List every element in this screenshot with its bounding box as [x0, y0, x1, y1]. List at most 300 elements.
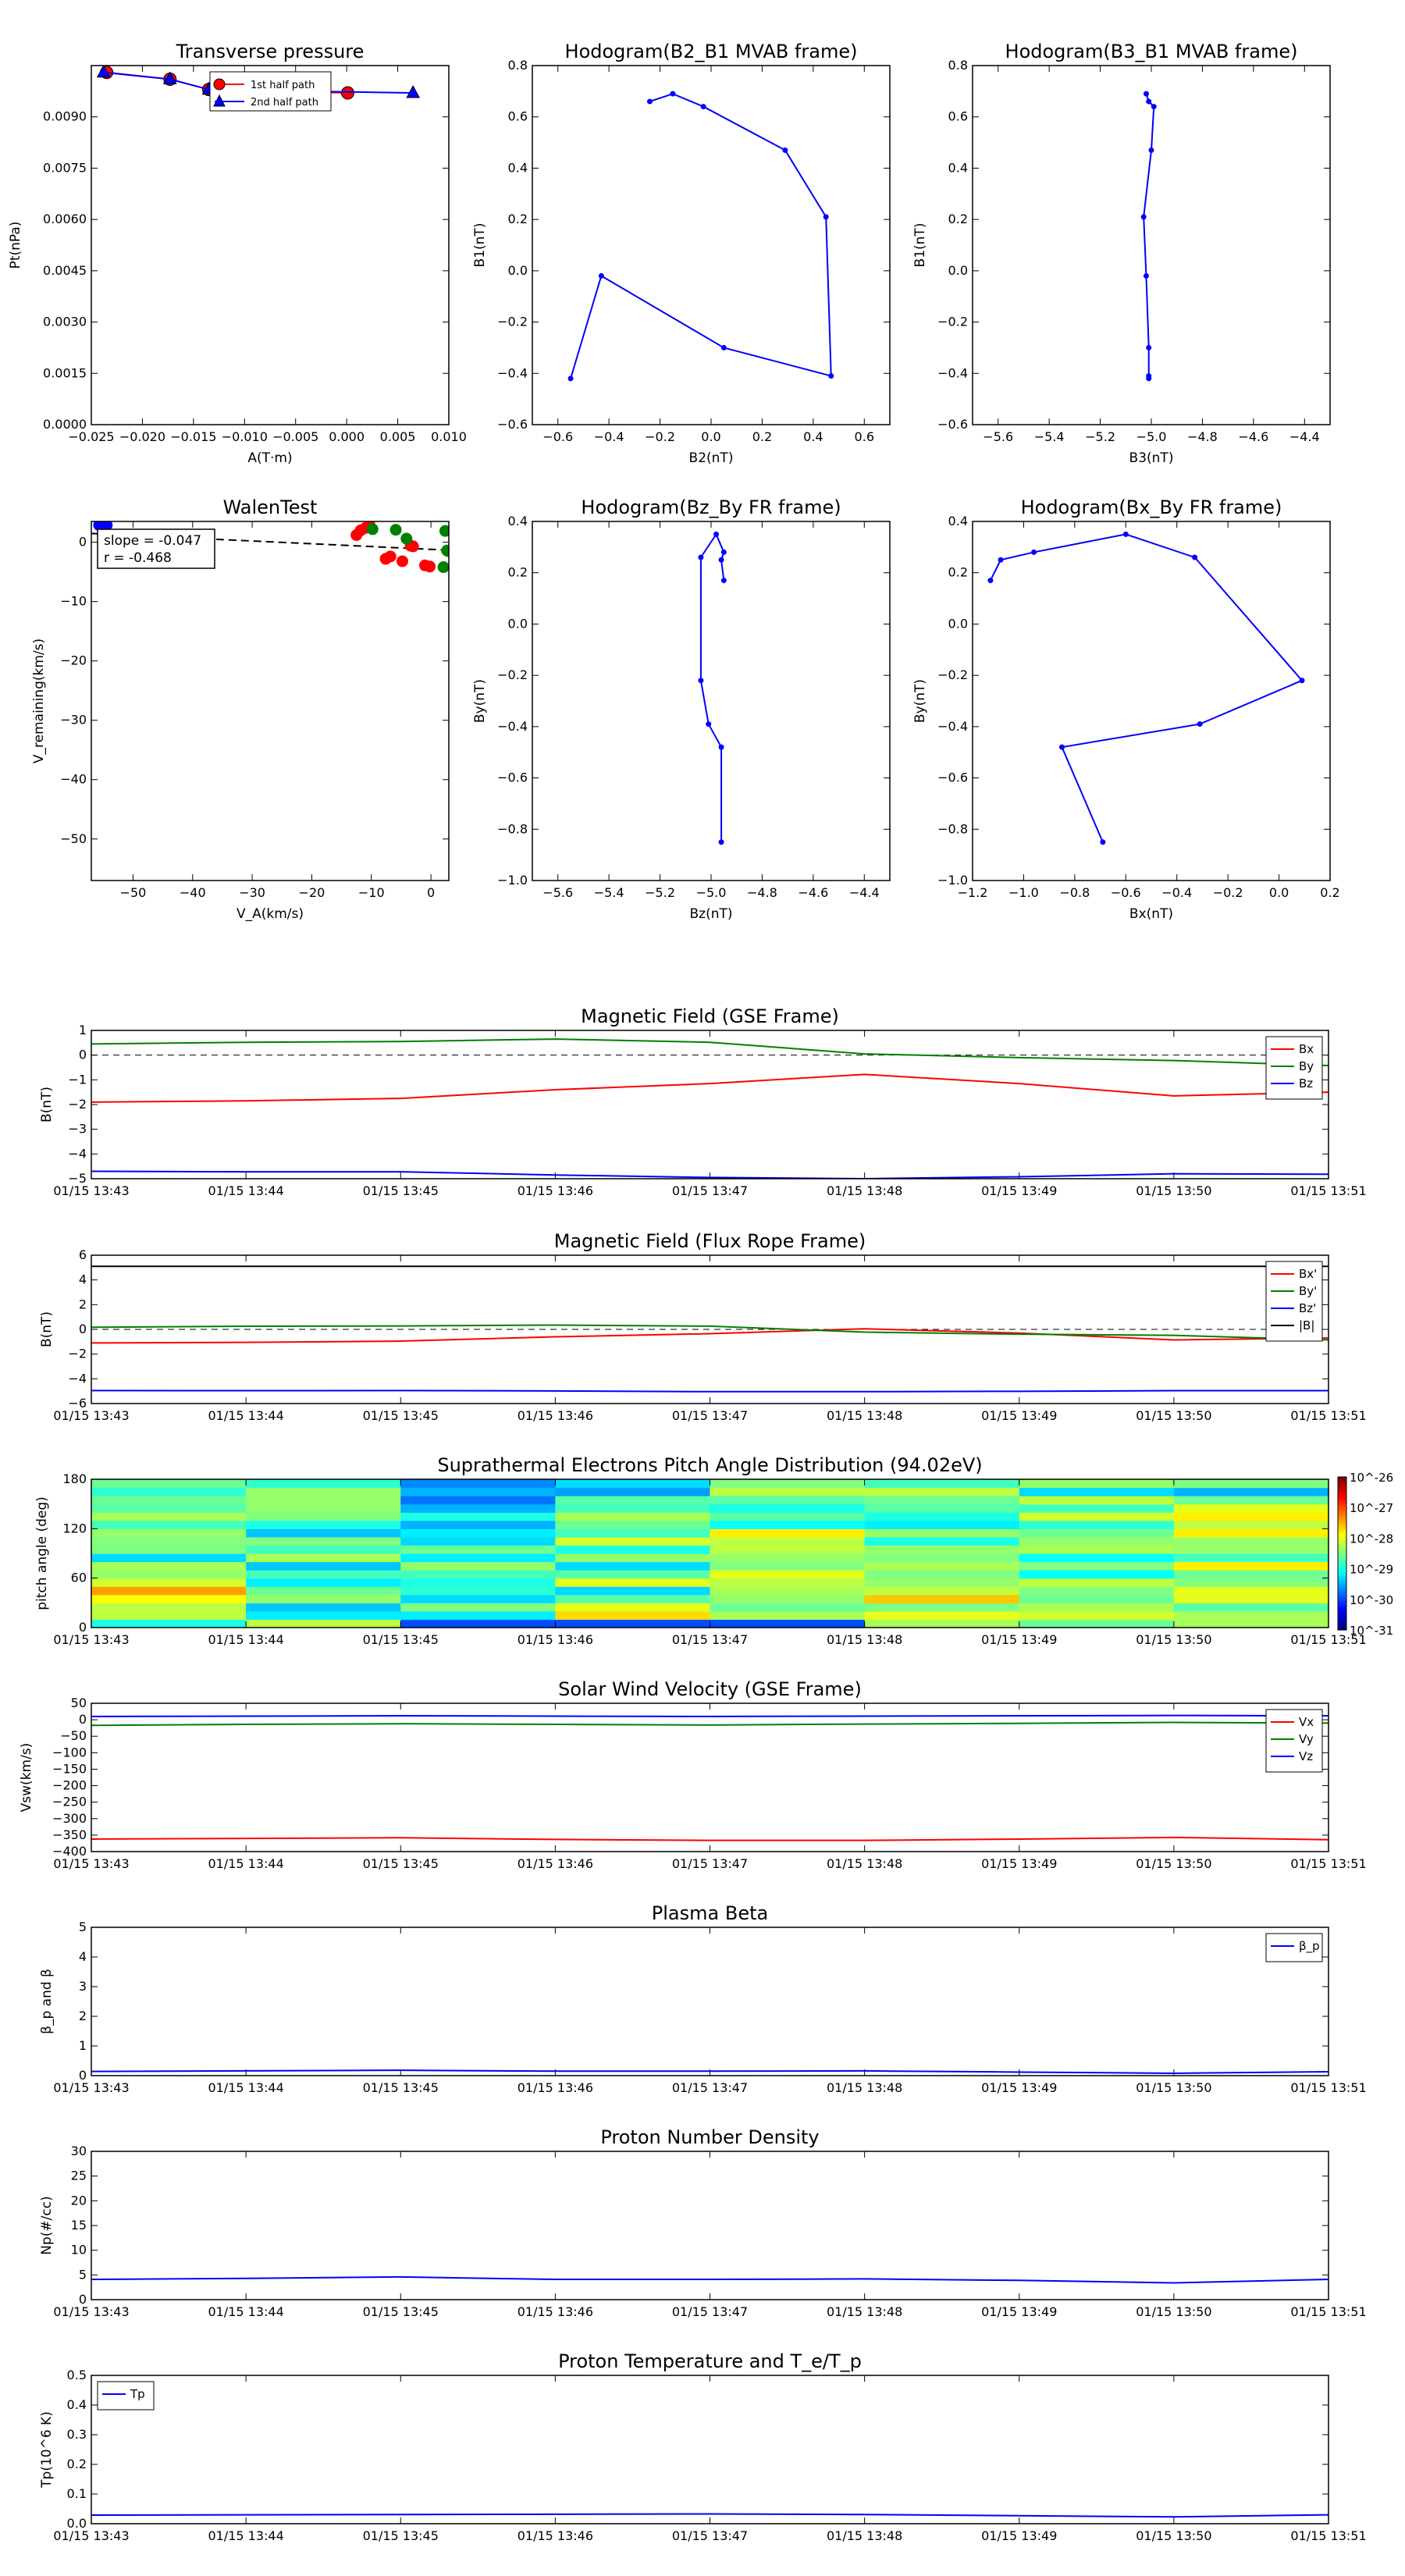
- mag_fr-ytick-label: −4: [68, 1371, 87, 1386]
- pad-cell: [1019, 1611, 1175, 1620]
- mag_gse-ytick-label: 0: [78, 1047, 87, 1062]
- walen-ytick-label: −20: [60, 653, 87, 668]
- mag_fr-xtick-label: 01/15 13:47: [671, 1408, 749, 1423]
- pad-cell: [400, 1553, 556, 1562]
- tp-plot-frame: [91, 66, 449, 425]
- pad-cell: [1174, 1586, 1329, 1595]
- hbxby-plot-frame: [973, 521, 1330, 881]
- tp-xtick-label: 0.005: [379, 429, 416, 444]
- h31-ytick-label: 0.8: [948, 58, 968, 73]
- pad-cell: [91, 1537, 247, 1546]
- pad-xtick-label: 01/15 13:47: [671, 1632, 749, 1647]
- beta-ytick-label: 1: [78, 2038, 87, 2053]
- hbxby-xtick-label: −0.8: [1059, 885, 1090, 900]
- tpr-plot-frame: [91, 2375, 1329, 2524]
- beta-xtick-label: 01/15 13:50: [1136, 2080, 1212, 2095]
- mag_fr-title: Magnetic Field (Flux Rope Frame): [553, 1230, 866, 1252]
- mag_fr-ytick-label: 2: [78, 1297, 87, 1312]
- pad-cell: [710, 1537, 866, 1546]
- vsw-xtick-label: 01/15 13:44: [208, 1856, 284, 1871]
- walen-title: WalenTest: [222, 496, 318, 518]
- walen-ytick-label: −30: [60, 712, 87, 728]
- vsw-xtick-label: 01/15 13:46: [517, 1856, 594, 1871]
- mag_fr-ytick-label: 4: [78, 1272, 87, 1287]
- walen-ytick-label: −50: [60, 831, 87, 846]
- walen-xtick-label: −50: [119, 885, 147, 900]
- hbxby-ytick-label: 0.2: [948, 564, 968, 580]
- vsw-ytick-label: −200: [52, 1777, 87, 1793]
- vsw-chart: [19, 1678, 1367, 1871]
- mag_gse-xtick-label: 01/15 13:44: [208, 1183, 284, 1198]
- hbzby-xlabel: Bz(nT): [689, 906, 733, 922]
- pad-cell: [1174, 1545, 1329, 1553]
- pad-xtick-label: 01/15 13:49: [981, 1632, 1058, 1647]
- pad-cell: [400, 1479, 556, 1488]
- walen-point: [425, 561, 436, 572]
- pad-cell: [555, 1611, 710, 1620]
- mag_gse-xtick-label: 01/15 13:45: [362, 1183, 439, 1198]
- vsw-ytick-label: 50: [70, 1695, 87, 1710]
- pad-cell: [1174, 1528, 1329, 1537]
- vsw-ytick-label: −300: [52, 1810, 87, 1826]
- pad-cell: [710, 1570, 866, 1578]
- h21-point: [647, 99, 653, 105]
- pad-cell: [400, 1578, 556, 1587]
- h31-ytick-label: 0.6: [948, 109, 968, 124]
- walen-xtick-label: −30: [239, 885, 265, 900]
- mag_gse-ytick-label: −3: [68, 1121, 87, 1137]
- pad-cell: [1019, 1528, 1175, 1537]
- h21-ytick-label: 0.6: [507, 109, 528, 124]
- hbxby-chart: [912, 496, 1340, 922]
- mag_fr-xtick-label: 01/15 13:43: [53, 1408, 130, 1423]
- tpr-legend-label: Tp: [130, 2387, 145, 2401]
- hbxby-data: [987, 532, 1304, 845]
- hbzby-chart: [472, 496, 890, 922]
- tpr-ytick-label: 0.0: [66, 2516, 87, 2531]
- pad-cell: [1019, 1595, 1175, 1603]
- beta-ytick-label: 0: [78, 2068, 87, 2083]
- pad-cell: [1174, 1521, 1329, 1529]
- pad-cell: [91, 1521, 247, 1529]
- pad-cell: [246, 1586, 401, 1595]
- pad-cell: [1174, 1603, 1329, 1611]
- pad-cell: [1174, 1553, 1329, 1562]
- tp-xtick-label: 0.000: [329, 429, 365, 444]
- pad-cell: [1019, 1578, 1175, 1587]
- tp-legend-marker: [214, 79, 225, 90]
- tp-xtick-label: −0.010: [221, 429, 268, 444]
- pad-cell: [91, 1512, 247, 1521]
- walen-point: [443, 546, 454, 557]
- hbzby-ytick-label: −0.6: [497, 770, 528, 785]
- tp-ytick-label: 0.0090: [43, 109, 87, 124]
- np-ytick-label: 5: [78, 2267, 87, 2282]
- hbxby-ytick-label: −0.4: [937, 718, 968, 734]
- pad-cell: [865, 1586, 1020, 1595]
- pad-cell: [1019, 1562, 1175, 1571]
- h31-series-line-0: [1144, 94, 1154, 379]
- tpr-ytick-label: 0.2: [66, 2457, 87, 2471]
- h21-series-line-0: [571, 94, 831, 379]
- walen-point: [397, 556, 407, 567]
- tp-ytick-label: 0.0060: [43, 212, 87, 227]
- pad-xtick-label: 01/15 13:51: [1290, 1632, 1367, 1647]
- walen-ylabel: V_remaining(km/s): [31, 638, 47, 764]
- pad-ytick-label: 0: [78, 1620, 87, 1635]
- pad-cell: [1174, 1479, 1329, 1488]
- hbzby-ytick-label: −1.0: [497, 873, 528, 888]
- vsw-xtick-label: 01/15 13:49: [981, 1856, 1058, 1871]
- mag_gse-legend-box: [1266, 1037, 1322, 1099]
- mag_fr-series-line-2: [91, 1390, 1329, 1391]
- pad-cell: [555, 1545, 710, 1553]
- beta-ytick-label: 5: [78, 1920, 87, 1934]
- np-chart: [39, 2126, 1367, 2319]
- pad-cells: [91, 1479, 1329, 1628]
- h31-ytick-label: 0.2: [948, 212, 968, 227]
- vsw-ytick-label: −350: [52, 1827, 87, 1842]
- h21-ytick-label: 0.8: [507, 58, 528, 73]
- tpr-xtick-label: 01/15 13:45: [362, 2528, 439, 2543]
- np-xtick-label: 01/15 13:46: [517, 2304, 594, 2319]
- h21-xtick-label: 0.4: [803, 429, 823, 444]
- pad-cell: [865, 1578, 1020, 1587]
- h31-ytick-label: −0.2: [937, 314, 968, 329]
- np-ytick-label: 0: [78, 2292, 87, 2307]
- pad-cell: [865, 1537, 1020, 1546]
- pad-cell: [710, 1586, 866, 1595]
- pad-cell: [91, 1553, 247, 1562]
- tp-ytick-label: 0.0030: [43, 314, 87, 329]
- pad-cell: [555, 1562, 710, 1571]
- np-ytick-label: 15: [70, 2218, 87, 2233]
- h21-point: [599, 273, 604, 279]
- hbxby-point: [1192, 555, 1197, 560]
- pad-cell: [1019, 1553, 1175, 1562]
- pad-cell: [1174, 1611, 1329, 1620]
- h21-point: [568, 375, 574, 381]
- pad-cell: [865, 1488, 1020, 1496]
- colorbar-label: 10^-26: [1350, 1471, 1394, 1485]
- vsw-legend-label: Vx: [1299, 1715, 1314, 1729]
- pad-cell: [865, 1521, 1020, 1529]
- beta-legend-label: β_p: [1299, 1939, 1320, 1953]
- pad-cell: [400, 1570, 556, 1578]
- vsw-xtick-label: 01/15 13:47: [671, 1856, 749, 1871]
- pad-cell: [1174, 1512, 1329, 1521]
- hbxby-ytick-label: 0.4: [948, 514, 968, 528]
- pad-cell: [91, 1545, 247, 1553]
- hbxby-point: [1123, 532, 1129, 537]
- h31-point: [1149, 148, 1154, 153]
- tpr-xtick-label: 01/15 13:51: [1290, 2528, 1367, 2543]
- pad-cell: [91, 1496, 247, 1504]
- pad-cell: [91, 1528, 247, 1537]
- mag_gse-series-line-0: [91, 1074, 1329, 1101]
- pad-cell: [555, 1586, 710, 1595]
- pad-cell: [91, 1619, 247, 1628]
- hbzby-point: [721, 550, 727, 555]
- hbzby-ytick-label: −0.2: [497, 667, 528, 683]
- beta-xtick-label: 01/15 13:49: [981, 2080, 1058, 2095]
- tpr-title: Proton Temperature and T_e/T_p: [558, 2350, 862, 2372]
- pad-ylabel: pitch angle (deg): [34, 1496, 50, 1610]
- walen-point: [438, 562, 449, 573]
- h31-point: [1146, 99, 1151, 105]
- tp-chart: [8, 41, 467, 466]
- pad-cell: [710, 1595, 866, 1603]
- mag_gse-xtick-label: 01/15 13:48: [826, 1183, 903, 1198]
- pad-cell: [710, 1578, 866, 1587]
- tp-ytick-label: 0.0000: [43, 417, 87, 432]
- hbzby-point: [719, 839, 724, 845]
- pad-cell: [246, 1562, 401, 1571]
- pad-cell: [865, 1504, 1020, 1513]
- h21-plot-frame: [532, 66, 890, 425]
- pad-cell: [555, 1479, 710, 1488]
- tpr-ylabel: Tp(10^6 K): [39, 2411, 55, 2488]
- mag_fr-xtick-label: 01/15 13:48: [826, 1408, 903, 1423]
- tpr-data: [91, 2514, 1329, 2517]
- pad-cell: [400, 1512, 556, 1521]
- hbzby-point: [706, 721, 711, 727]
- mag_fr-xtick-label: 01/15 13:44: [208, 1408, 284, 1423]
- pad-cell: [400, 1562, 556, 1571]
- pad-xtick-label: 01/15 13:43: [53, 1632, 130, 1647]
- mag_gse-xtick-label: 01/15 13:47: [671, 1183, 749, 1198]
- pad-cell: [1019, 1504, 1175, 1513]
- mag_gse-chart: [39, 1005, 1367, 1198]
- h31-point: [1144, 91, 1149, 97]
- hbxby-point: [1059, 745, 1065, 750]
- mag_fr-ytick-label: 0: [78, 1322, 87, 1336]
- walen-xtick-label: −20: [298, 885, 325, 900]
- np-xtick-label: 01/15 13:50: [1136, 2304, 1212, 2319]
- pad-cell: [1174, 1488, 1329, 1496]
- beta-xtick-label: 01/15 13:47: [671, 2080, 749, 2095]
- h21-point: [670, 91, 675, 97]
- pad-cell: [246, 1570, 401, 1578]
- mag_gse-xtick-label: 01/15 13:49: [981, 1183, 1058, 1198]
- vsw-legend-box: [1266, 1710, 1322, 1772]
- pad-cell: [865, 1611, 1020, 1620]
- pad-cell: [710, 1553, 866, 1562]
- mag_fr-ytick-label: 6: [78, 1247, 87, 1262]
- h21-data: [568, 91, 834, 382]
- h31-xtick-label: −4.4: [1289, 429, 1320, 444]
- vsw-ytick-label: −50: [60, 1728, 87, 1744]
- pad-cell: [1019, 1619, 1175, 1628]
- h31-point: [1151, 104, 1157, 109]
- pad-cell: [246, 1619, 401, 1628]
- pad-cell: [865, 1603, 1020, 1611]
- pad-cell: [246, 1528, 401, 1537]
- colorbar-label: 10^-27: [1350, 1501, 1394, 1516]
- vsw-title: Solar Wind Velocity (GSE Frame): [558, 1678, 862, 1700]
- mag_gse-legend-label: Bz: [1299, 1076, 1314, 1091]
- tpr-xtick-label: 01/15 13:46: [517, 2528, 594, 2543]
- pad-cell: [246, 1578, 401, 1587]
- h21-point: [828, 373, 834, 379]
- pad-cell: [865, 1479, 1020, 1488]
- pad-cell: [246, 1603, 401, 1611]
- h31-xlabel: B3(nT): [1129, 450, 1174, 466]
- pad-cell: [555, 1578, 710, 1587]
- h21-xtick-label: 0.2: [752, 429, 773, 444]
- tpr-xtick-label: 01/15 13:49: [981, 2528, 1058, 2543]
- hbzby-ytick-label: −0.8: [497, 821, 528, 837]
- mag_fr-legend-label: Bz': [1299, 1301, 1317, 1315]
- hbxby-title: Hodogram(Bx_By FR frame): [1020, 496, 1282, 518]
- h31-plot-frame: [973, 66, 1330, 425]
- vsw-ylabel: Vsw(km/s): [19, 1742, 34, 1813]
- pad-cell: [555, 1504, 710, 1513]
- hbxby-point: [998, 557, 1003, 563]
- pad-cell: [400, 1504, 556, 1513]
- np-ylabel: Np(#/cc): [39, 2196, 55, 2255]
- pad-cell: [1019, 1512, 1175, 1521]
- vsw-xtick-label: 01/15 13:50: [1136, 1856, 1212, 1871]
- pad-cell: [246, 1479, 401, 1488]
- np-xtick-label: 01/15 13:43: [53, 2304, 130, 2319]
- mag_fr-legend-label: Bx': [1299, 1267, 1318, 1281]
- pad-cell: [1174, 1496, 1329, 1504]
- pad-cell: [91, 1504, 247, 1513]
- tp-point: [341, 87, 354, 99]
- mag_gse-title: Magnetic Field (GSE Frame): [581, 1005, 839, 1027]
- mag_fr-ylabel: B(nT): [39, 1311, 55, 1348]
- pad-cell: [555, 1619, 710, 1628]
- pad-cell: [246, 1496, 401, 1504]
- tp-ytick-label: 0.0015: [43, 365, 87, 381]
- tp-legend-label: 2nd half path: [251, 97, 318, 109]
- hbxby-point: [1197, 721, 1203, 727]
- hbxby-point: [1031, 550, 1037, 555]
- beta-chart: [39, 1902, 1367, 2095]
- mag_gse-series-line-1: [91, 1039, 1329, 1066]
- vsw-series-line-1: [91, 1722, 1329, 1725]
- h31-ylabel: B1(nT): [912, 222, 928, 268]
- walen-ytick-label: −40: [60, 771, 87, 787]
- pad-cell: [710, 1479, 866, 1488]
- hbzby-xtick-label: −4.6: [798, 885, 829, 900]
- pad-cell: [1019, 1496, 1175, 1504]
- hbzby-point: [719, 557, 724, 563]
- vsw-series-line-0: [91, 1838, 1329, 1841]
- vsw-ytick-label: −250: [52, 1794, 87, 1809]
- walen-annotation-text: r = -0.468: [104, 550, 172, 566]
- pad-cell: [865, 1496, 1020, 1504]
- pad-cell: [246, 1504, 401, 1513]
- pad-cell: [1019, 1479, 1175, 1488]
- vsw-xtick-label: 01/15 13:43: [53, 1856, 130, 1871]
- h31-xtick-label: −5.0: [1136, 429, 1167, 444]
- vsw-ytick-label: 0: [78, 1712, 87, 1727]
- h31-xtick-label: −5.6: [983, 429, 1014, 444]
- beta-plot-frame: [91, 1927, 1329, 2076]
- pad-cell: [555, 1521, 710, 1529]
- mag_fr-data: [91, 1266, 1329, 1392]
- pad-cell: [865, 1570, 1020, 1578]
- pad-cell: [1174, 1562, 1329, 1571]
- tp-xtick-label: −0.015: [170, 429, 217, 444]
- h21-ylabel: B1(nT): [472, 222, 488, 268]
- h21-ytick-label: −0.4: [497, 365, 528, 381]
- np-xtick-label: 01/15 13:45: [362, 2304, 439, 2319]
- h21-xtick-label: 0.6: [854, 429, 875, 444]
- tp-xtick-label: 0.010: [431, 429, 467, 444]
- pad-cell: [555, 1570, 710, 1578]
- mag_fr-xtick-label: 01/15 13:46: [517, 1408, 594, 1423]
- pad-cell: [710, 1603, 866, 1611]
- hbzby-ytick-label: 0.0: [507, 616, 528, 632]
- mag_fr-series-line-1: [91, 1325, 1329, 1340]
- np-xtick-label: 01/15 13:44: [208, 2304, 284, 2319]
- h21-ytick-label: 0.0: [507, 262, 528, 278]
- np-ytick-label: 25: [70, 2168, 87, 2183]
- tp-ylabel: Pt(nPa): [8, 221, 23, 269]
- walen-plot-frame: [91, 521, 449, 881]
- hbzby-xtick-label: −4.4: [848, 885, 880, 900]
- pad-cell: [865, 1562, 1020, 1571]
- mag_gse-ylabel: B(nT): [39, 1086, 55, 1123]
- beta-ytick-label: 3: [78, 1979, 87, 1994]
- pad-cell: [710, 1545, 866, 1553]
- np-title: Proton Number Density: [600, 2126, 820, 2148]
- hbxby-ytick-label: −0.2: [937, 667, 968, 683]
- vsw-ytick-label: −400: [52, 1844, 87, 1859]
- mag_fr-xtick-label: 01/15 13:49: [981, 1408, 1058, 1423]
- pad-cell: [246, 1595, 401, 1603]
- tpr-xtick-label: 01/15 13:44: [208, 2528, 284, 2543]
- walen-point: [401, 533, 412, 544]
- tp-ytick-label: 0.0045: [43, 262, 87, 278]
- pad-cell: [400, 1528, 556, 1537]
- pad-cell: [91, 1586, 247, 1595]
- walen-xtick-label: 0: [427, 885, 436, 900]
- h21-chart: [472, 41, 890, 466]
- hbzby-title: Hodogram(Bz_By FR frame): [581, 496, 841, 518]
- hbxby-ytick-label: 0.0: [948, 616, 968, 632]
- pad-cell: [1174, 1595, 1329, 1603]
- beta-xtick-label: 01/15 13:48: [826, 2080, 903, 2095]
- hbxby-xtick-label: −0.4: [1161, 885, 1193, 900]
- tpr-xtick-label: 01/15 13:50: [1136, 2528, 1212, 2543]
- pad-xtick-label: 01/15 13:46: [517, 1632, 594, 1647]
- pad-ytick-label: 180: [62, 1471, 87, 1486]
- beta-xtick-label: 01/15 13:44: [208, 2080, 284, 2095]
- pad-cell: [710, 1521, 866, 1529]
- tp-point: [407, 86, 419, 98]
- mag_gse-data: [91, 1039, 1329, 1179]
- h21-point: [701, 104, 706, 109]
- pad-cell: [400, 1521, 556, 1529]
- colorbar-label: 10^-30: [1350, 1592, 1394, 1607]
- vsw-series-line-2: [91, 1716, 1329, 1717]
- np-xtick-label: 01/15 13:49: [981, 2304, 1058, 2319]
- hbzby-xtick-label: −5.4: [593, 885, 624, 900]
- h31-ytick-label: −0.6: [937, 417, 968, 432]
- h21-ytick-label: 0.4: [507, 160, 528, 176]
- mag_gse-legend-label: Bx: [1299, 1042, 1314, 1056]
- mag_gse-xtick-label: 01/15 13:46: [517, 1183, 594, 1198]
- tpr-xtick-label: 01/15 13:47: [671, 2528, 749, 2543]
- walen-xlabel: V_A(km/s): [236, 906, 304, 922]
- beta-ylabel: β_p and β: [39, 1969, 55, 2034]
- pad-cell: [865, 1545, 1020, 1553]
- tp-title: Transverse pressure: [176, 41, 365, 62]
